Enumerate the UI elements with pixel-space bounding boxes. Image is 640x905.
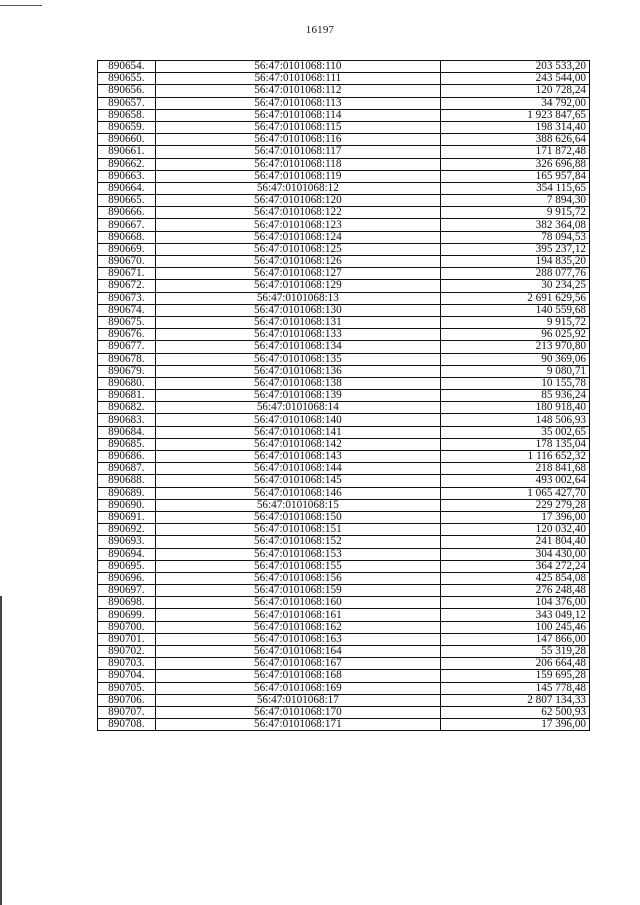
cadastral-number-cell: 56:47:0101068:152 (155, 536, 440, 548)
cadastral-number-cell: 56:47:0101068:159 (155, 585, 440, 597)
table-row (98, 170, 590, 182)
table-row (98, 304, 590, 316)
row-number-cell: 890663. (98, 170, 156, 182)
row-number-cell: 890669. (98, 243, 156, 255)
value-cell: 304 430,00 (441, 548, 590, 560)
value-cell: 145 778,48 (441, 682, 590, 694)
row-number-cell: 890658. (98, 109, 156, 121)
row-number-cell: 890679. (98, 365, 156, 377)
value-cell: 9 080,71 (441, 365, 590, 377)
row-number-cell: 890705. (98, 682, 156, 694)
value-cell: 34 792,00 (441, 97, 590, 109)
cadastral-number-cell: 56:47:0101068:120 (155, 195, 440, 207)
cadastral-number-cell: 56:47:0101068:161 (155, 609, 440, 621)
table-row (98, 353, 590, 365)
row-number-cell: 890677. (98, 341, 156, 353)
cadastral-value-table (97, 60, 590, 731)
row-number-cell: 890655. (98, 73, 156, 85)
table-row (98, 158, 590, 170)
table-row (98, 451, 590, 463)
table-row (98, 511, 590, 523)
cadastral-number-cell: 56:47:0101068:122 (155, 207, 440, 219)
row-number-cell: 890674. (98, 304, 156, 316)
cadastral-number-cell: 56:47:0101068:130 (155, 304, 440, 316)
row-number-cell: 890703. (98, 658, 156, 670)
table-row (98, 134, 590, 146)
cadastral-number-cell: 56:47:0101068:142 (155, 438, 440, 450)
cadastral-number-cell: 56:47:0101068:171 (155, 719, 440, 731)
table-row (98, 390, 590, 402)
row-number-cell: 890704. (98, 670, 156, 682)
row-number-cell: 890680. (98, 377, 156, 389)
cadastral-number-cell: 56:47:0101068:127 (155, 268, 440, 280)
cadastral-number-cell: 56:47:0101068:167 (155, 658, 440, 670)
table-row (98, 231, 590, 243)
cadastral-number-cell: 56:47:0101068:135 (155, 353, 440, 365)
cadastral-number-cell: 56:47:0101068:15 (155, 499, 440, 511)
value-cell: 206 664,48 (441, 658, 590, 670)
row-number-cell: 890699. (98, 609, 156, 621)
table-row (98, 73, 590, 85)
cadastral-number-cell: 56:47:0101068:119 (155, 170, 440, 182)
scan-edge-mark (0, 5, 42, 6)
row-number-cell: 890694. (98, 548, 156, 560)
value-cell: 147 866,00 (441, 633, 590, 645)
row-number-cell: 890690. (98, 499, 156, 511)
value-cell: 78 094,53 (441, 231, 590, 243)
cadastral-number-cell: 56:47:0101068:140 (155, 414, 440, 426)
cadastral-number-cell: 56:47:0101068:169 (155, 682, 440, 694)
table-row (98, 182, 590, 194)
row-number-cell: 890675. (98, 316, 156, 328)
cadastral-number-cell: 56:47:0101068:117 (155, 146, 440, 158)
row-number-cell: 890707. (98, 706, 156, 718)
table-row (98, 97, 590, 109)
value-cell: 288 077,76 (441, 268, 590, 280)
cadastral-number-cell: 56:47:0101068:129 (155, 280, 440, 292)
table-row (98, 719, 590, 731)
value-cell: 425 854,08 (441, 572, 590, 584)
row-number-cell: 890701. (98, 633, 156, 645)
table-row (98, 426, 590, 438)
table-row (98, 402, 590, 414)
value-cell: 493 002,64 (441, 475, 590, 487)
value-cell: 198 314,40 (441, 121, 590, 133)
value-cell: 354 115,65 (441, 182, 590, 194)
cadastral-number-cell: 56:47:0101068:134 (155, 341, 440, 353)
table-row (98, 475, 590, 487)
table-row (98, 536, 590, 548)
cadastral-number-cell: 56:47:0101068:162 (155, 621, 440, 633)
table-row (98, 646, 590, 658)
row-number-cell: 890695. (98, 560, 156, 572)
table-row (98, 292, 590, 304)
table-row (98, 499, 590, 511)
table-row (98, 268, 590, 280)
table-row (98, 109, 590, 121)
table-row (98, 195, 590, 207)
cadastral-number-cell: 56:47:0101068:144 (155, 463, 440, 475)
value-cell: 100 245,46 (441, 621, 590, 633)
value-cell: 17 396,00 (441, 719, 590, 731)
table-row (98, 146, 590, 158)
table-row (98, 207, 590, 219)
value-cell: 85 936,24 (441, 390, 590, 402)
table-row (98, 585, 590, 597)
cadastral-number-cell: 56:47:0101068:111 (155, 73, 440, 85)
table-row (98, 682, 590, 694)
cadastral-number-cell: 56:47:0101068:156 (155, 572, 440, 584)
table-body (98, 61, 590, 731)
table-row (98, 633, 590, 645)
value-cell: 90 369,06 (441, 353, 590, 365)
cadastral-number-cell: 56:47:0101068:151 (155, 524, 440, 536)
value-cell: 243 544,00 (441, 73, 590, 85)
cadastral-number-cell: 56:47:0101068:153 (155, 548, 440, 560)
row-number-cell: 890706. (98, 694, 156, 706)
table-row (98, 463, 590, 475)
table-row (98, 621, 590, 633)
row-number-cell: 890702. (98, 646, 156, 658)
row-number-cell: 890686. (98, 451, 156, 463)
cadastral-number-cell: 56:47:0101068:131 (155, 316, 440, 328)
row-number-cell: 890676. (98, 329, 156, 341)
table-row (98, 316, 590, 328)
value-cell: 2 807 134,33 (441, 694, 590, 706)
value-cell: 2 691 629,56 (441, 292, 590, 304)
value-cell: 364 272,24 (441, 560, 590, 572)
value-cell: 120 032,40 (441, 524, 590, 536)
table-row (98, 572, 590, 584)
value-cell: 159 695,28 (441, 670, 590, 682)
cadastral-number-cell: 56:47:0101068:112 (155, 85, 440, 97)
row-number-cell: 890685. (98, 438, 156, 450)
table-row (98, 597, 590, 609)
value-cell: 120 728,24 (441, 85, 590, 97)
row-number-cell: 890673. (98, 292, 156, 304)
value-cell: 213 970,80 (441, 341, 590, 353)
value-cell: 343 049,12 (441, 609, 590, 621)
table-row (98, 85, 590, 97)
cadastral-number-cell: 56:47:0101068:168 (155, 670, 440, 682)
value-cell: 9 915,72 (441, 207, 590, 219)
value-cell: 140 559,68 (441, 304, 590, 316)
cadastral-number-cell: 56:47:0101068:115 (155, 121, 440, 133)
cadastral-number-cell: 56:47:0101068:170 (155, 706, 440, 718)
cadastral-number-cell: 56:47:0101068:160 (155, 597, 440, 609)
cadastral-number-cell: 56:47:0101068:114 (155, 109, 440, 121)
table-row (98, 377, 590, 389)
value-cell: 96 025,92 (441, 329, 590, 341)
row-number-cell: 890708. (98, 719, 156, 731)
cadastral-number-cell: 56:47:0101068:125 (155, 243, 440, 255)
row-number-cell: 890659. (98, 121, 156, 133)
row-number-cell: 890693. (98, 536, 156, 548)
table-row (98, 121, 590, 133)
row-number-cell: 890657. (98, 97, 156, 109)
table-row (98, 365, 590, 377)
row-number-cell: 890662. (98, 158, 156, 170)
cadastral-number-cell: 56:47:0101068:124 (155, 231, 440, 243)
value-cell: 229 279,28 (441, 499, 590, 511)
cadastral-number-cell: 56:47:0101068:12 (155, 182, 440, 194)
cadastral-number-cell: 56:47:0101068:123 (155, 219, 440, 231)
row-number-cell: 890688. (98, 475, 156, 487)
row-number-cell: 890689. (98, 487, 156, 499)
cadastral-number-cell: 56:47:0101068:163 (155, 633, 440, 645)
cadastral-number-cell: 56:47:0101068:155 (155, 560, 440, 572)
table-row (98, 524, 590, 536)
table-row (98, 694, 590, 706)
table-row (98, 658, 590, 670)
row-number-cell: 890672. (98, 280, 156, 292)
row-number-cell: 890671. (98, 268, 156, 280)
row-number-cell: 890691. (98, 511, 156, 523)
cadastral-number-cell: 56:47:0101068:164 (155, 646, 440, 658)
value-cell: 388 626,64 (441, 134, 590, 146)
table-row (98, 609, 590, 621)
value-cell: 148 506,93 (441, 414, 590, 426)
row-number-cell: 890665. (98, 195, 156, 207)
cadastral-number-cell: 56:47:0101068:126 (155, 256, 440, 268)
value-cell: 180 918,40 (441, 402, 590, 414)
row-number-cell: 890668. (98, 231, 156, 243)
row-number-cell: 890700. (98, 621, 156, 633)
value-cell: 276 248,48 (441, 585, 590, 597)
cadastral-number-cell: 56:47:0101068:141 (155, 426, 440, 438)
row-number-cell: 890666. (98, 207, 156, 219)
row-number-cell: 890654. (98, 61, 156, 73)
row-number-cell: 890696. (98, 572, 156, 584)
table-row (98, 61, 590, 73)
value-cell: 55 319,28 (441, 646, 590, 658)
value-cell: 382 364,08 (441, 219, 590, 231)
value-cell: 171 872,48 (441, 146, 590, 158)
row-number-cell: 890692. (98, 524, 156, 536)
table-row (98, 548, 590, 560)
cadastral-number-cell: 56:47:0101068:146 (155, 487, 440, 499)
row-number-cell: 890670. (98, 256, 156, 268)
table-row (98, 280, 590, 292)
cadastral-number-cell: 56:47:0101068:138 (155, 377, 440, 389)
value-cell: 1 116 652,32 (441, 451, 590, 463)
table-row (98, 414, 590, 426)
value-cell: 17 396,00 (441, 511, 590, 523)
value-cell: 1 923 847,65 (441, 109, 590, 121)
value-cell: 165 957,84 (441, 170, 590, 182)
row-number-cell: 890698. (98, 597, 156, 609)
value-cell: 62 500,93 (441, 706, 590, 718)
table-row (98, 487, 590, 499)
row-number-cell: 890681. (98, 390, 156, 402)
table-row (98, 341, 590, 353)
cadastral-number-cell: 56:47:0101068:143 (155, 451, 440, 463)
value-cell: 10 155,78 (441, 377, 590, 389)
table-row (98, 706, 590, 718)
cadastral-number-cell: 56:47:0101068:17 (155, 694, 440, 706)
cadastral-number-cell: 56:47:0101068:136 (155, 365, 440, 377)
row-number-cell: 890682. (98, 402, 156, 414)
row-number-cell: 890687. (98, 463, 156, 475)
cadastral-number-cell: 56:47:0101068:150 (155, 511, 440, 523)
table-row (98, 243, 590, 255)
cadastral-number-cell: 56:47:0101068:145 (155, 475, 440, 487)
cadastral-number-cell: 56:47:0101068:133 (155, 329, 440, 341)
row-number-cell: 890660. (98, 134, 156, 146)
value-cell: 218 841,68 (441, 463, 590, 475)
value-cell: 203 533,20 (441, 61, 590, 73)
cadastral-number-cell: 56:47:0101068:116 (155, 134, 440, 146)
table-row (98, 256, 590, 268)
value-cell: 241 804,40 (441, 536, 590, 548)
row-number-cell: 890697. (98, 585, 156, 597)
value-cell: 7 894,30 (441, 195, 590, 207)
value-cell: 178 135,04 (441, 438, 590, 450)
value-cell: 104 376,00 (441, 597, 590, 609)
cadastral-number-cell: 56:47:0101068:110 (155, 61, 440, 73)
value-cell: 1 065 427,70 (441, 487, 590, 499)
value-cell: 326 696,88 (441, 158, 590, 170)
row-number-cell: 890684. (98, 426, 156, 438)
row-number-cell: 890661. (98, 146, 156, 158)
row-number-cell: 890667. (98, 219, 156, 231)
page-number: 16197 (305, 24, 335, 36)
cadastral-number-cell: 56:47:0101068:13 (155, 292, 440, 304)
table-row (98, 670, 590, 682)
cadastral-number-cell: 56:47:0101068:118 (155, 158, 440, 170)
cadastral-number-cell: 56:47:0101068:139 (155, 390, 440, 402)
scan-left-edge (0, 596, 2, 905)
row-number-cell: 890678. (98, 353, 156, 365)
value-cell: 30 234,25 (441, 280, 590, 292)
table-row (98, 438, 590, 450)
value-cell: 9 915,72 (441, 316, 590, 328)
row-number-cell: 890656. (98, 85, 156, 97)
cadastral-number-cell: 56:47:0101068:113 (155, 97, 440, 109)
table-row (98, 560, 590, 572)
value-cell: 35 002,65 (441, 426, 590, 438)
cadastral-number-cell: 56:47:0101068:14 (155, 402, 440, 414)
table-row (98, 219, 590, 231)
value-cell: 194 835,20 (441, 256, 590, 268)
row-number-cell: 890664. (98, 182, 156, 194)
row-number-cell: 890683. (98, 414, 156, 426)
table-row (98, 329, 590, 341)
value-cell: 395 237,12 (441, 243, 590, 255)
